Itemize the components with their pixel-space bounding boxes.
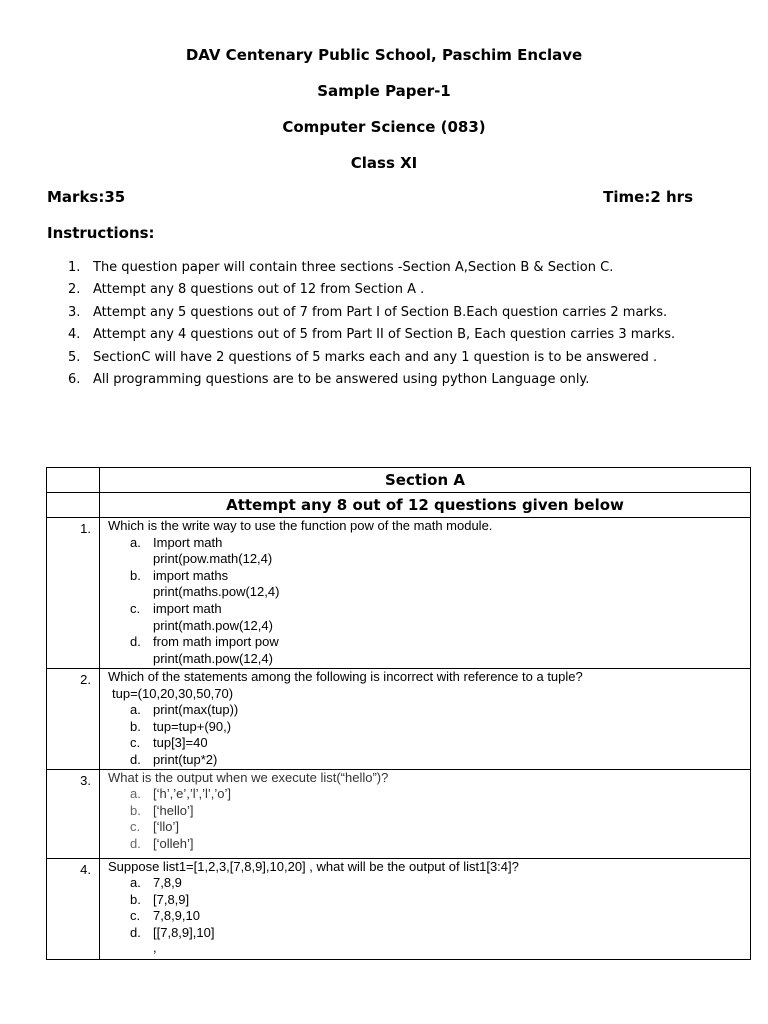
- empty-cell: [47, 493, 100, 518]
- option-label: b.: [130, 891, 141, 907]
- option-label: a.: [130, 702, 141, 718]
- question-row: [47, 669, 751, 770]
- option-label: c.: [130, 735, 141, 751]
- options-list: [108, 535, 750, 668]
- time-label: Time:2 hrs: [603, 188, 693, 206]
- option-label: a.: [130, 786, 141, 802]
- option-item: [108, 939, 750, 955]
- question-text: What is the output when we execute list(“hello”)?: [108, 769, 389, 785]
- instruction-item: [68, 257, 728, 279]
- question-number: 3.: [47, 769, 100, 858]
- instruction-item: [68, 324, 728, 346]
- option-item: [108, 908, 750, 925]
- instruction-number: 4.: [68, 327, 81, 343]
- question-number: 4.: [47, 858, 100, 959]
- question-body: [100, 518, 751, 669]
- option-item: [108, 735, 750, 752]
- option-item: [108, 719, 750, 736]
- instruction-text: SectionC will have 2 questions of 5 marks each and any 1 question is to be answered .: [93, 349, 658, 365]
- option-text-line2: print(maths.pow(12,4): [153, 584, 280, 600]
- option-text-line2: print(math.pow(12,4): [153, 617, 273, 633]
- instruction-item: [68, 347, 728, 369]
- option-text: tup[3]=40: [153, 735, 208, 751]
- option-item: [108, 803, 750, 820]
- marks-label: Marks:35: [47, 188, 126, 206]
- section-header-row: [47, 468, 751, 493]
- option-label: a.: [130, 534, 141, 550]
- option-label: d.: [130, 924, 141, 940]
- instruction-text: Attempt any 8 questions out of 12 from Section A .: [93, 282, 425, 298]
- option-label: c.: [130, 819, 141, 835]
- options-list: [108, 786, 750, 852]
- option-label: d.: [130, 835, 141, 851]
- question-code: tup=(10,20,30,50,70): [112, 685, 234, 701]
- option-label: d.: [130, 751, 141, 767]
- option-text: import maths: [153, 567, 229, 583]
- option-item: [108, 836, 750, 853]
- option-text: [‘llo’]: [153, 819, 180, 835]
- empty-cell: [47, 468, 100, 493]
- question-number: 1.: [47, 518, 100, 669]
- instruction-text: The question paper will contain three sections -Section A,Section B & Section C.: [93, 260, 614, 275]
- options-list: [108, 875, 750, 953]
- option-text: import math: [153, 600, 222, 616]
- option-text: tup=tup+(90,): [153, 718, 232, 734]
- option-item: [108, 892, 750, 909]
- instructions-heading: Instructions:: [47, 224, 155, 242]
- instruction-number: 3.: [68, 304, 81, 320]
- option-item: [108, 786, 750, 803]
- instruction-item: [68, 369, 728, 391]
- section-subheader-row: [47, 493, 751, 518]
- option-text: print(tup*2): [153, 751, 218, 767]
- option-label: c.: [130, 908, 141, 924]
- option-label: b.: [130, 567, 141, 583]
- question-text: Which of the statements among the following is incorrect with reference to a tuple?: [108, 669, 583, 684]
- question-body: [100, 769, 751, 858]
- class-title: Class XI: [350, 154, 418, 172]
- option-text: 7,8,9,10: [153, 908, 200, 924]
- trailing-mark: ,: [153, 939, 157, 955]
- question-text: Which is the write way to use the function pow of the math module.: [108, 518, 493, 533]
- option-text: [‘h’,’e’,’l’,’l’,’o’]: [153, 786, 232, 802]
- instruction-number: 1.: [68, 260, 81, 275]
- paper-title: Sample Paper-1: [317, 82, 451, 100]
- option-item: [108, 875, 750, 892]
- instructions-list: [68, 257, 728, 391]
- instruction-number: 2.: [68, 282, 81, 298]
- instruction-text: All programming questions are to be answered using python Language only.: [93, 372, 590, 388]
- option-text: [7,8,9]: [153, 891, 190, 907]
- question-row: [47, 518, 751, 669]
- subject-title: Computer Science (083): [282, 118, 486, 136]
- option-text-line2: print(pow.math(12,4): [153, 551, 273, 567]
- options-list: [108, 702, 750, 768]
- option-text: [‘olleh’]: [153, 835, 194, 851]
- section-subtitle: Attempt any 8 out of 12 questions given below: [100, 493, 751, 518]
- option-item: [108, 601, 750, 634]
- option-text: print(max(tup)): [153, 702, 239, 718]
- instruction-number: 5.: [68, 349, 81, 365]
- instruction-text: Attempt any 4 questions out of 5 from Part II of Section B, Each question carries 3 marks.: [93, 327, 676, 343]
- option-text: 7,8,9: [153, 875, 182, 891]
- question-row: [47, 858, 751, 959]
- section-title: Section A: [100, 468, 751, 493]
- option-text: [‘hello’]: [153, 802, 194, 818]
- option-text-line2: print(math.pow(12,4): [153, 650, 273, 666]
- option-item: [108, 702, 750, 719]
- option-item: [108, 568, 750, 601]
- option-label: a.: [130, 875, 141, 891]
- instruction-item: [68, 302, 728, 324]
- option-text: [[7,8,9],10]: [153, 924, 215, 940]
- question-row: [47, 769, 751, 858]
- option-item: [108, 925, 750, 942]
- option-item: [108, 535, 750, 568]
- option-text: from math import pow: [153, 634, 279, 650]
- instruction-item: [68, 279, 728, 301]
- question-text: Suppose list1=[1,2,3,[7,8,9],10,20] , what will be the output of list1[3:4]?: [108, 858, 519, 874]
- option-label: d.: [130, 634, 141, 650]
- option-label: b.: [130, 718, 141, 734]
- option-label: c.: [130, 600, 141, 616]
- instruction-text: Attempt any 5 questions out of 7 from Part I of Section B.Each question carries 2 marks.: [93, 304, 668, 320]
- question-body: [100, 858, 751, 959]
- option-text: Import math: [153, 534, 223, 550]
- question-body: [100, 669, 751, 770]
- school-name: DAV Centenary Public School, Paschim Enclave: [185, 46, 583, 64]
- section-a-table: [46, 467, 751, 960]
- option-label: b.: [130, 802, 141, 818]
- option-item: [108, 752, 750, 769]
- instruction-number: 6.: [68, 372, 81, 388]
- question-number: 2.: [47, 669, 100, 770]
- option-item: [108, 634, 750, 667]
- option-item: [108, 819, 750, 836]
